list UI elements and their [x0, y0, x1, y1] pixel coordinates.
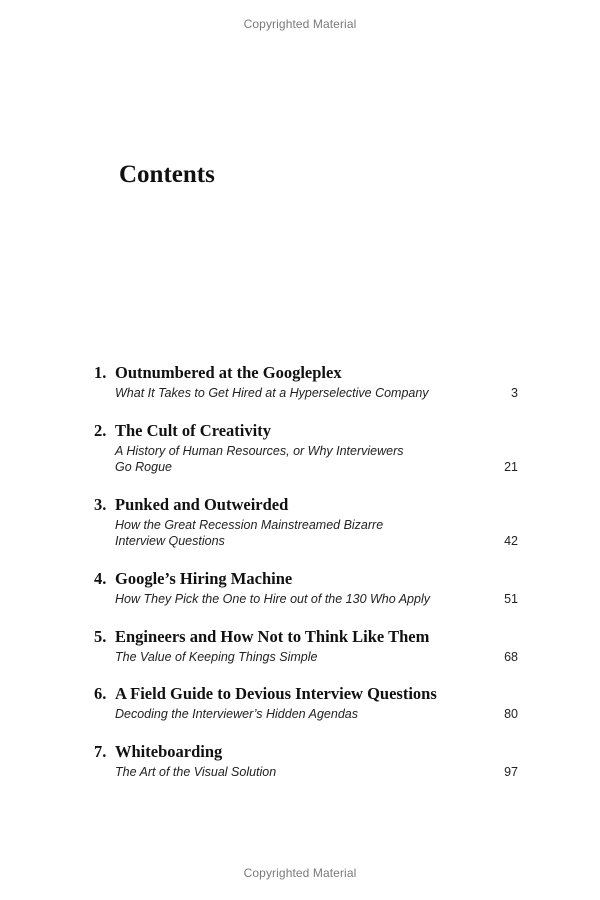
- chapter-subtitle-line: Interview Questions: [115, 534, 225, 548]
- toc-entry[interactable]: [94, 627, 520, 665]
- chapter-subtitle: [115, 443, 455, 475]
- page-number: 97: [504, 765, 518, 779]
- chapter-subtitle-line: What It Takes to Get Hired at a Hyperselective Company: [115, 386, 429, 400]
- chapter-subtitle-line: Decoding the Interviewer’s Hidden Agendas: [115, 707, 358, 721]
- chapter-subtitle-line: How They Pick the One to Hire out of the 130 Who Apply: [115, 592, 430, 606]
- page-title: Contents: [119, 161, 215, 188]
- chapter-subtitle-line: The Value of Keeping Things Simple: [115, 650, 318, 664]
- copyright-watermark-bottom: Copyrighted Material: [243, 866, 357, 880]
- page-number: 68: [504, 650, 518, 664]
- copyright-watermark-top: Copyrighted Material: [243, 17, 357, 31]
- chapter-number: 2.: [94, 421, 107, 440]
- chapter-number: 1.: [94, 363, 107, 382]
- toc-entry[interactable]: [94, 569, 520, 607]
- chapter-subtitle: [115, 591, 455, 607]
- toc-entry[interactable]: [94, 363, 520, 401]
- page-number: 21: [504, 460, 518, 474]
- chapter-number: 3.: [94, 495, 107, 514]
- chapter-title[interactable]: Whiteboarding: [115, 742, 223, 761]
- chapter-subtitle-line: The Art of the Visual Solution: [115, 765, 277, 779]
- page-number: 42: [504, 534, 518, 548]
- chapter-subtitle: [115, 517, 455, 549]
- chapter-title[interactable]: Google’s Hiring Machine: [115, 569, 293, 588]
- chapter-subtitle: [115, 706, 455, 722]
- chapter-title[interactable]: Outnumbered at the Googleplex: [115, 363, 342, 382]
- chapter-number: 6.: [94, 684, 107, 703]
- chapter-title[interactable]: A Field Guide to Devious Interview Questions: [115, 684, 437, 703]
- chapter-subtitle: [115, 649, 455, 665]
- chapter-number: 4.: [94, 569, 107, 588]
- toc-entry[interactable]: [94, 742, 520, 780]
- toc-entry[interactable]: [94, 684, 520, 722]
- chapter-number: 7.: [94, 742, 107, 761]
- chapter-subtitle-line: How the Great Recession Mainstreamed Bizarre: [115, 518, 384, 532]
- chapter-number: 5.: [94, 627, 107, 646]
- page-number: 80: [504, 707, 518, 721]
- toc-entry[interactable]: [94, 421, 520, 475]
- chapter-title[interactable]: The Cult of Creativity: [115, 421, 271, 440]
- chapter-title[interactable]: Engineers and How Not to Think Like Them: [115, 627, 430, 646]
- chapter-title[interactable]: Punked and Outweirded: [115, 495, 289, 514]
- page-number: 3: [511, 386, 518, 400]
- chapter-subtitle: [115, 764, 455, 780]
- toc-entry[interactable]: [94, 495, 520, 549]
- chapter-subtitle-line: Go Rogue: [115, 460, 172, 474]
- chapter-subtitle-line: A History of Human Resources, or Why Interviewers: [115, 444, 404, 458]
- chapter-subtitle: [115, 385, 455, 401]
- page-number: 51: [504, 592, 518, 606]
